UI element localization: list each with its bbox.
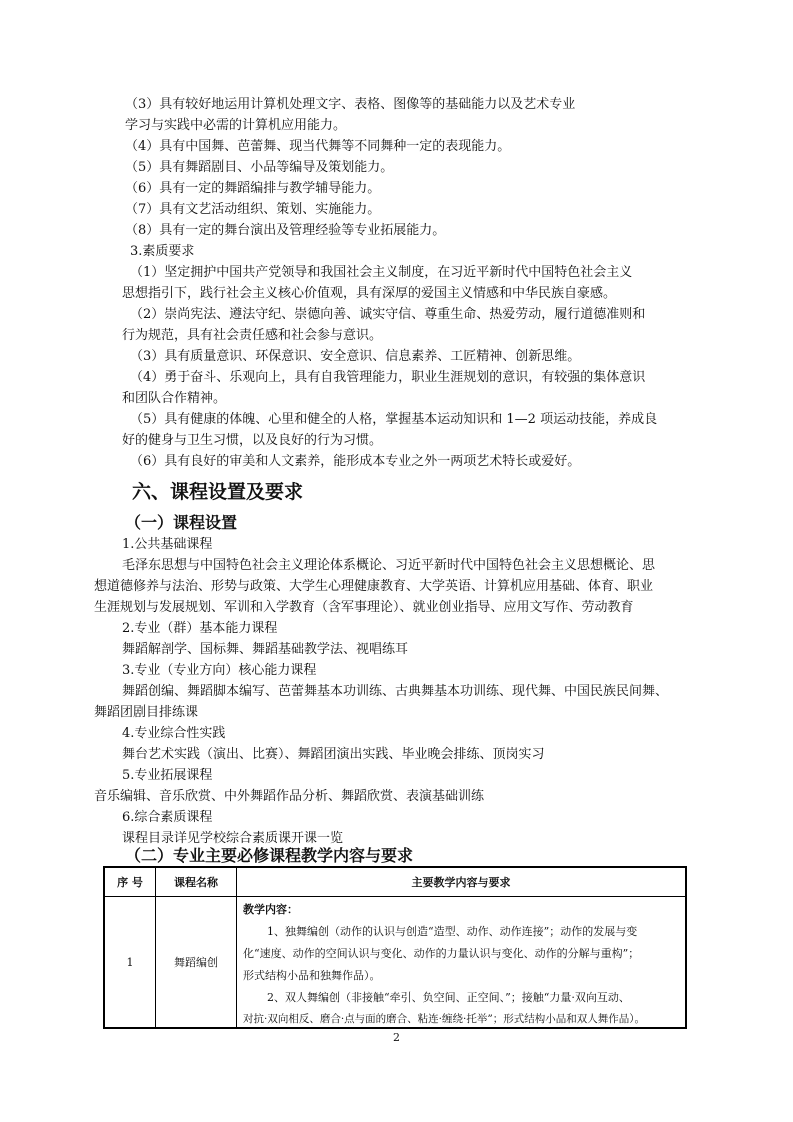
course-line: 生涯规划与发展规划、军训和入学教育（含军事理论）、就业创业指导、应用文写作、劳动教育 [94, 600, 634, 615]
content-line: 对抗·双向相反、磨合·点与面的磨合、粘连·缠绕·托举”；形式结构小品和双人舞作品）。 [243, 1013, 645, 1025]
quality-line: （1）坚定拥护中国共产党领导和我国社会主义制度，在习近平新时代中国特色社会主义 [130, 265, 633, 280]
ability-line: （4）具有中国舞、芭蕾舞、现当代舞等不同舞种一定的表现能力。 [125, 139, 511, 154]
table-header-row [104, 867, 686, 897]
course-category: 4.专业综合性实践 [122, 726, 226, 741]
content-line: 1、独舞编创（动作的认识与创造“造型、动作、动作连接”；动作的发展与变 [267, 925, 638, 938]
course-line: 毛泽东思想与中国特色社会主义理论体系概论、习近平新时代中国特色社会主义思想概论、思 [122, 558, 656, 573]
quality-line: （5）具有健康的体魄、心里和健全的人格，掌握基本运动知识和 1—2 项运动技能，养成良 [130, 412, 658, 427]
course-line: 舞台艺术实践（演出、比赛）、舞蹈团演出实践、毕业晚会排练、顶岗实习 [122, 747, 545, 762]
ability-line: （6）具有一定的舞蹈编排与教学辅导能力。 [125, 181, 381, 196]
content-heading: 教学内容： [243, 903, 298, 916]
ability-line: （3）具有较好地运用计算机处理文字、表格、图像等的基础能力以及艺术专业 [125, 97, 576, 112]
quality-line: （2）崇尚宪法、遵法守纪、崇德向善、诚实守信、尊重生命、热爱劳动，履行道德准则和 [130, 307, 646, 322]
subsection-title: （二）专业主要必修课程教学内容与要求 [125, 846, 414, 865]
course-line: 课程目录详见学校综合素质课开课一览 [122, 831, 344, 846]
quality-line: 思想指引下，践行社会主义核心价值观，具有深厚的爱国主义情感和中华民族自豪感。 [122, 286, 617, 301]
content-line: 化“速度、动作的空间认识与变化、动作的力量认识与变化、动作的分解与重构”； [243, 947, 640, 960]
table-row [104, 897, 686, 1029]
quality-line: （3）具有质量意识、环保意识、安全意识、信息素养、工匠精神、创新思维。 [130, 349, 581, 364]
course-line: 舞蹈团剧目排练课 [94, 705, 199, 720]
header-number: 序 号 [104, 867, 156, 897]
header-course-name: 课程名称 [156, 867, 237, 897]
course-category: 3.专业（专业方向）核心能力课程 [122, 663, 317, 678]
course-line: 舞蹈创编、舞蹈脚本编写、芭蕾舞基本功训练、古典舞基本功训练、现代舞、中国民族民间舞、 [122, 684, 669, 699]
content-line: 形式结构小品和独舞作品）。 [243, 969, 381, 982]
row-content [237, 897, 687, 1029]
course-table [103, 866, 687, 1029]
ability-line: 学习与实践中必需的计算机应用能力。 [125, 118, 347, 133]
course-line: 音乐编辑、音乐欣赏、中外舞蹈作品分析、舞蹈欣赏、表演基础训练 [94, 789, 485, 804]
header-content: 主要教学内容与要求 [237, 867, 687, 897]
ability-line: （5）具有舞蹈剧目、小品等编导及策划能力。 [125, 160, 394, 175]
course-category: 2.专业（群）基本能力课程 [122, 621, 278, 636]
course-line: 舞蹈解剖学、国标舞、舞蹈基础教学法、视唱练耳 [122, 642, 409, 657]
course-category: 6.综合素质课程 [122, 810, 213, 825]
quality-line: 和团队合作精神。 [122, 391, 227, 406]
course-line: 想道德修养与法治、形势与政策、大学生心理健康教育、大学英语、计算机应用基础、体育、职业 [94, 579, 654, 594]
subsection-title: （一）课程设置 [125, 513, 238, 532]
page-number: 2 [393, 1031, 400, 1044]
quality-line: （4）勇于奋斗、乐观向上，具有自我管理能力，职业生涯规划的意识，有较强的集体意识 [130, 370, 646, 385]
row-course-name: 舞蹈编创 [156, 897, 237, 1029]
ability-line: （7）具有文艺活动组织、策划、实施能力。 [125, 202, 381, 217]
course-category: 1.公共基础课程 [122, 537, 213, 552]
content-line: 2、双人舞编创（非接触“牵引、负空间、正空间、”；接触“力量·双向互动、 [267, 991, 630, 1004]
ability-line: （8）具有一定的舞台演出及管理经验等专业拓展能力。 [125, 223, 446, 238]
quality-line: 好的健身与卫生习惯，以及良好的行为习惯。 [122, 433, 383, 448]
section-title: 六、课程设置及要求 [132, 481, 304, 503]
row-number: 1 [104, 897, 156, 1029]
quality-line: 行为规范，具有社会责任感和社会参与意识。 [122, 328, 383, 343]
course-category: 5.专业拓展课程 [122, 768, 213, 783]
quality-line: （6）具有良好的审美和人文素养，能形成本专业之外一两项艺术特长或爱好。 [130, 454, 581, 469]
quality-heading: 3.素质要求 [130, 244, 195, 259]
